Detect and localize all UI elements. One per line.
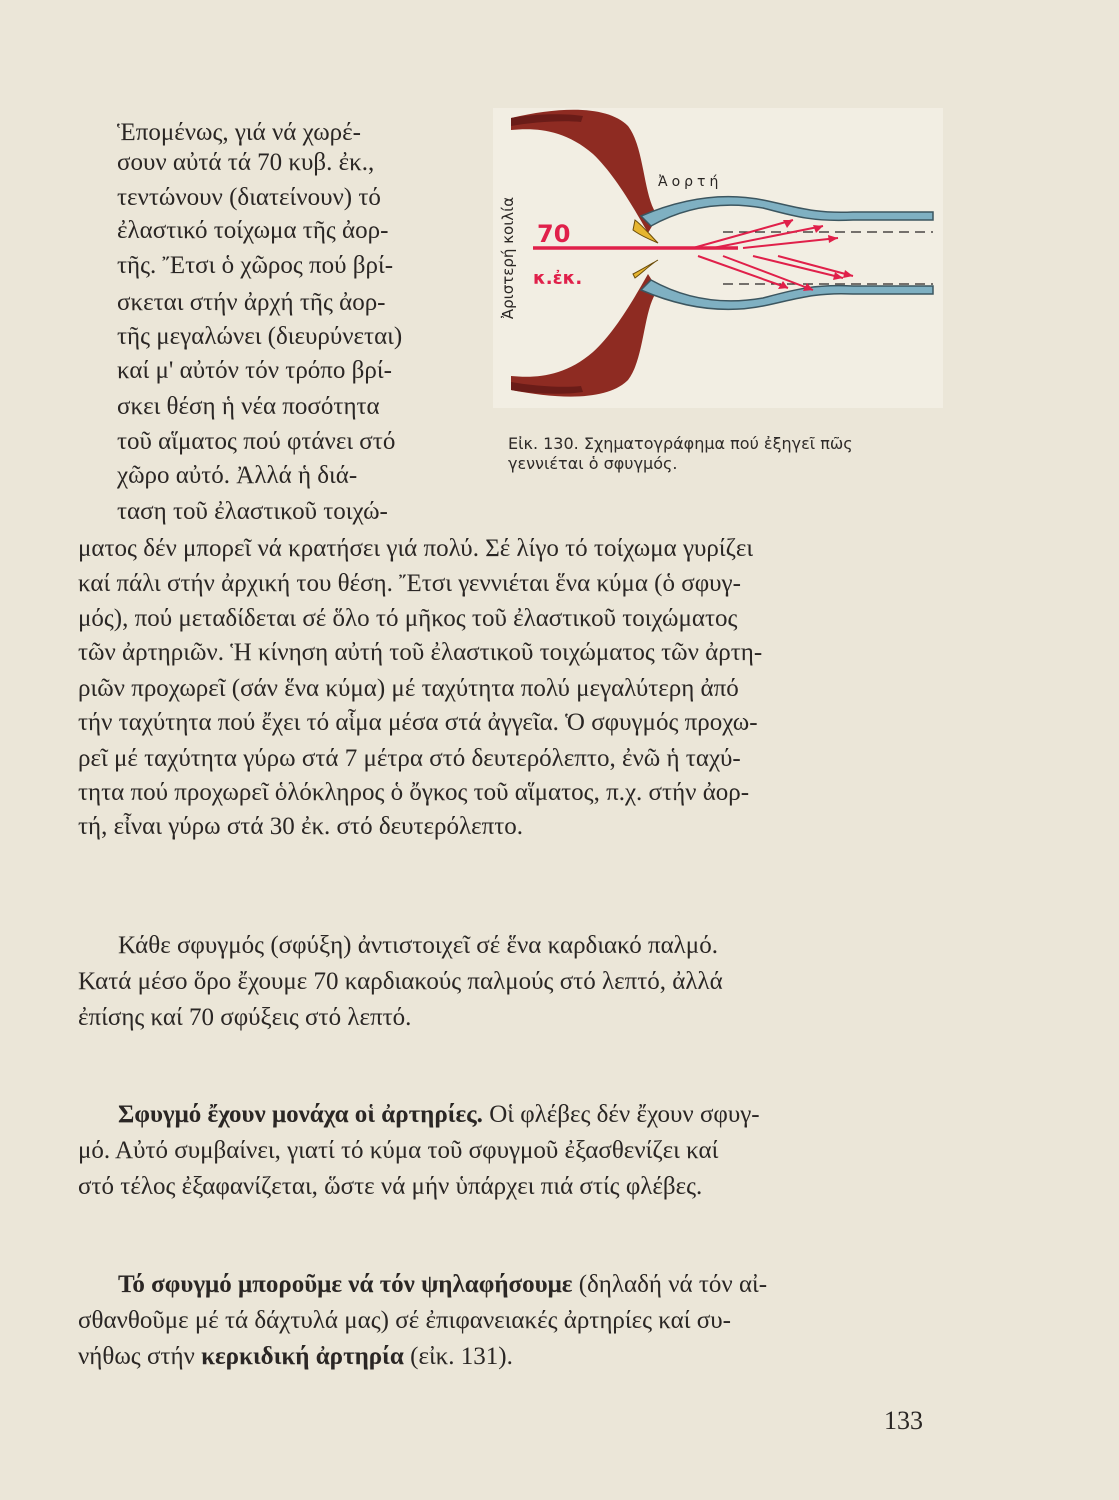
text-line: τῶν ἀρτηριῶν. Ἡ κίνηση αὐτή τοῦ ἐλαστικοῦ τοιχώματος τῶν ἀρτη- [78, 639, 763, 666]
text-line: στό τέλος ἐξαφανίζεται, ὥστε νά μήν ὑπάρχει πιά στίς φλέβες. [78, 1173, 703, 1200]
text-line: μό. Αὐτό συμβαίνει, γιατί τό κύμα τοῦ σφυγμοῦ ἐξασθενίζει καί [78, 1137, 719, 1164]
figure-background [493, 108, 943, 408]
text-line: τητα πού προχωρεῖ ὁλόκληρος ὁ ὄγκος τοῦ αἵματος, π.χ. στήν ἀορ- [78, 779, 750, 806]
caption-line: Εἰκ. 130. Σχηματογράφημα πού ἐξηγεῖ πῶς [508, 434, 853, 453]
text-line: τή, εἶναι γύρω στά 30 ἐκ. στό δευτερόλεπτο. [78, 813, 524, 840]
text-line: καί πάλι στήν ἀρχική του θέση. Ἔτσι γεννιέται ἕνα κύμα (ὁ σφυγ- [78, 570, 741, 597]
text-line: Ἑπομένως, γιά νά χωρέ- [117, 119, 361, 146]
text-line: καί μ' αὐτόν τόν τρόπο βρί- [117, 357, 392, 384]
text-line: μός), πού μεταδίδεται σέ ὅλο τό μῆκος τοῦ ἐλαστικοῦ τοιχώματος [78, 605, 738, 632]
text-run: (δηλαδή νά τόν αἰ- [572, 1271, 768, 1298]
text-line: σουν αὐτά τά 70 κυβ. ἐκ., [117, 149, 375, 176]
text-line: Κατά μέσο ὅρο ἔχουμε 70 καρδιακούς παλμούς στό λεπτό, ἀλλά [78, 968, 723, 995]
text-line: ριῶν προχωρεῖ (σάν ἕνα κύμα) μέ ταχύτητα πολύ μεγαλύτερη ἀπό [78, 675, 739, 702]
text-run: νήθως στήν [78, 1343, 202, 1370]
text-line: τῆς μεγαλώνει (διευρύνεται) [117, 323, 403, 350]
text-line: σκει θέση ἡ νέα ποσότητα [117, 393, 380, 420]
figure-caption [508, 434, 853, 474]
volume-unit-label: κ.ἐκ. [533, 268, 583, 289]
text-line: ἐπίσης καί 70 σφύξεις στό λεπτό. [78, 1004, 412, 1031]
page-number: 133 [884, 1406, 923, 1435]
text-line: ρεῖ μέ ταχύτητα γύρω στά 7 μέτρα στό δευτερόλεπτο, ἐνῶ ἡ ταχύ- [78, 745, 741, 772]
bold-phrase: κερκιδική ἀρτηρία [201, 1343, 404, 1370]
text-line: ματος δέν μπορεῖ νά κρατήσει γιά πολύ. Σέ λίγο τό τοίχωμα γυρίζει [78, 535, 754, 562]
aorta-label: Ἀορτή [658, 174, 723, 190]
text-line: χῶρο αὐτό. Ἀλλά ἡ διά- [117, 462, 358, 489]
text-run: (εἰκ. 131). [403, 1343, 513, 1370]
text-run: Οἱ φλέβες δέν ἔχουν σφυγ- [482, 1101, 760, 1128]
caption-line: γεννιέται ὁ σφυγμός. [508, 454, 678, 473]
text-line: ταση τοῦ ἐλαστικοῦ τοιχώ- [117, 498, 388, 525]
left-ventricle-label: Ἀριστερή κοιλία [499, 196, 517, 320]
text-line [118, 1100, 760, 1130]
text-line: σθανθοῦμε μέ τά δάχτυλά μας) σέ ἐπιφανειακές ἀρτηρίες καί συ- [78, 1307, 731, 1334]
text-line [118, 1270, 767, 1300]
volume-label: 70 [537, 220, 571, 248]
bold-phrase: Σφυγμό ἔχουν μονάχα οἱ ἀρτηρίες. [118, 1101, 483, 1128]
text-line: σκεται στήν ἀρχή τῆς ἀορ- [117, 289, 386, 316]
text-line: τῆς. Ἔτσι ὁ χῶρος πού βρί- [117, 252, 394, 279]
text-line: ἐλαστικό τοίχωμα τῆς ἀορ- [117, 217, 389, 244]
text-line: τοῦ αἵματος πού φτάνει στό [117, 428, 396, 455]
text-line [78, 1342, 513, 1372]
text-line: Κάθε σφυγμός (σφύξη) ἀντιστοιχεῖ σέ ἕνα καρδιακό παλμό. [118, 932, 718, 959]
text-line: τεντώνουν (διατείνουν) τό [117, 184, 381, 211]
bold-phrase: Τό σφυγμό μποροῦμε νά τόν ψηλαφήσουμε [118, 1271, 573, 1298]
aorta-pulse-diagram [493, 108, 943, 408]
text-line: τήν ταχύτητα πού ἔχει τό αἷμα μέσα στά ἀγγεῖα. Ὁ σφυγμός προχω- [78, 709, 758, 736]
